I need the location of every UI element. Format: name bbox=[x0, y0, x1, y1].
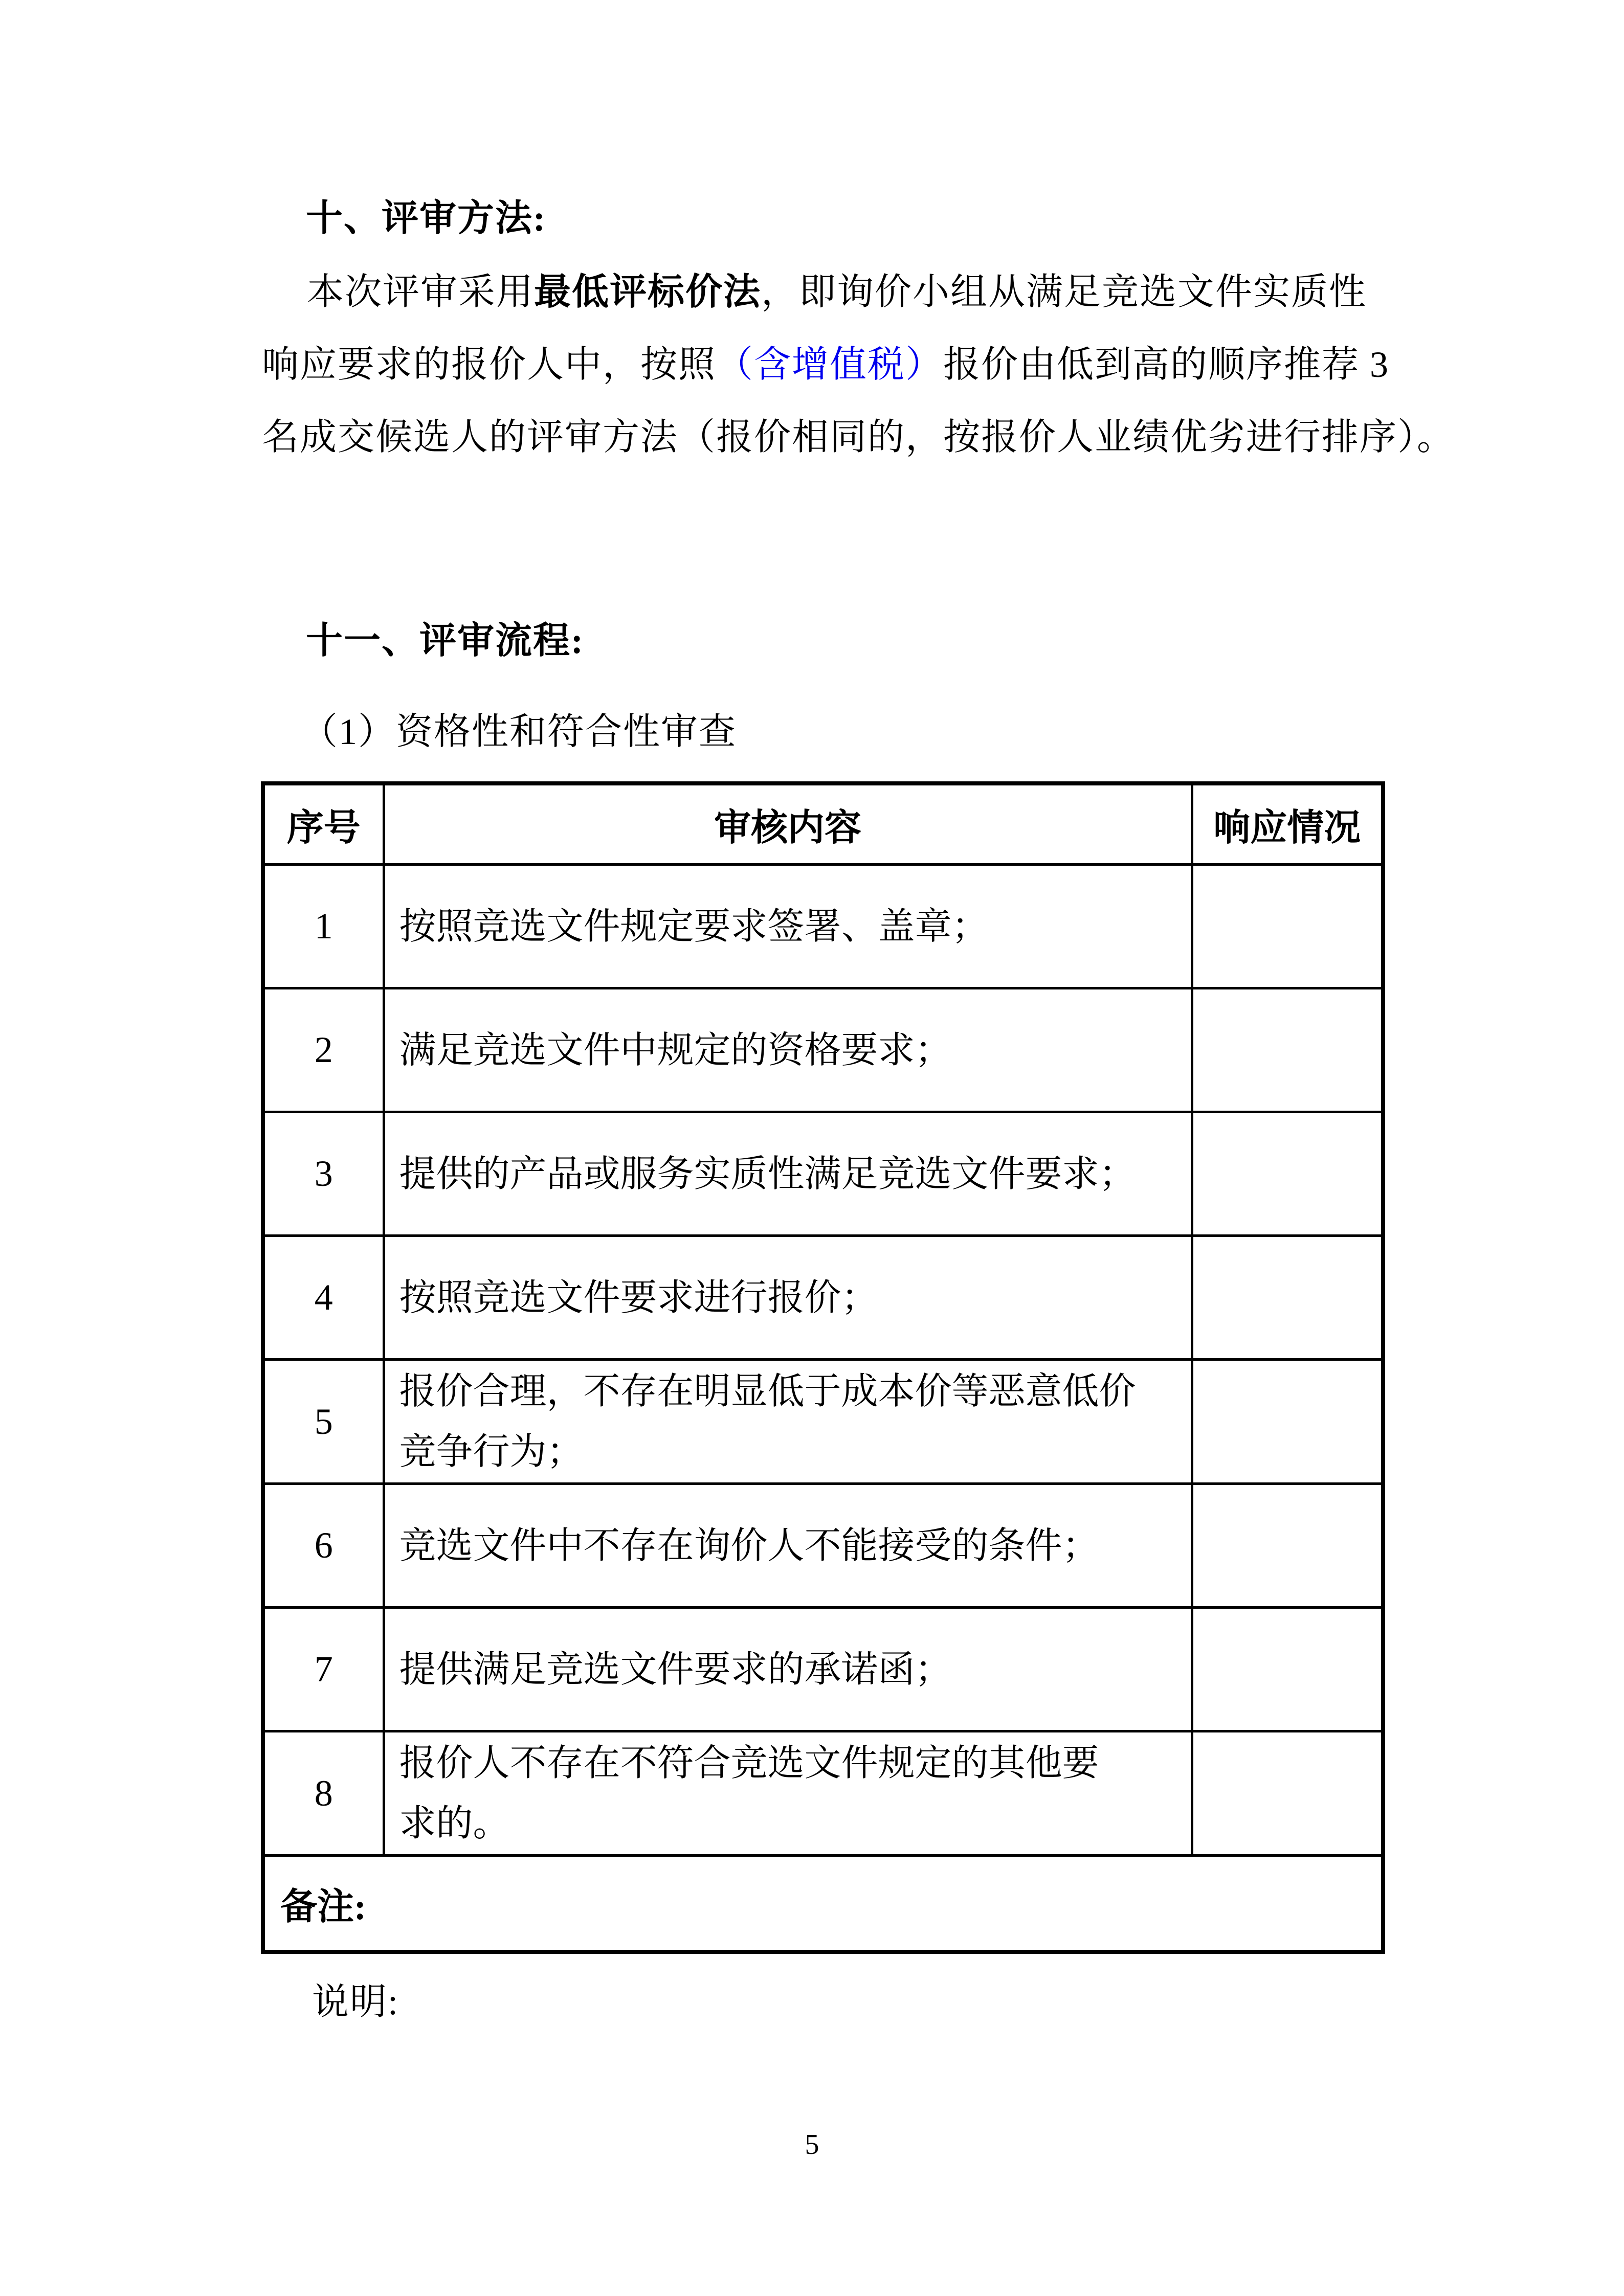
paragraph-line bbox=[262, 401, 1455, 474]
row-number-cell: 5 bbox=[263, 1360, 384, 1484]
content-line: 求的。 bbox=[399, 1803, 510, 1844]
content-line: 满足竞选文件中规定的资格要求； bbox=[399, 1029, 952, 1071]
table-row bbox=[263, 988, 1383, 1112]
row-content-cell bbox=[384, 988, 1192, 1112]
row-content-cell bbox=[384, 1236, 1192, 1360]
row-number-cell: 8 bbox=[263, 1731, 384, 1856]
text-run: 报价由低到高的顺序推荐 3 bbox=[943, 344, 1390, 385]
row-number-cell: 1 bbox=[263, 865, 384, 988]
page-number: 5 bbox=[805, 2129, 819, 2160]
tax-inclusive-highlight: （含增值税） bbox=[716, 344, 944, 385]
table-header-row bbox=[263, 783, 1383, 865]
row-response-cell bbox=[1192, 1731, 1383, 1856]
row-content-cell bbox=[384, 1484, 1192, 1608]
paragraph-line bbox=[262, 328, 1403, 401]
row-content-cell bbox=[384, 1360, 1192, 1484]
row-response-cell bbox=[1192, 1236, 1383, 1360]
row-number-cell: 7 bbox=[263, 1608, 384, 1731]
qualification-review-table bbox=[261, 781, 1385, 1954]
row-response-cell bbox=[1192, 1112, 1383, 1236]
content-line: 按照竞选文件要求进行报价； bbox=[399, 1277, 878, 1318]
remark-label: 备注: bbox=[280, 1886, 366, 1927]
table-row bbox=[263, 1608, 1383, 1731]
content-line: 提供满足竞选文件要求的承诺函； bbox=[399, 1649, 952, 1690]
table-row bbox=[263, 865, 1383, 988]
remark-row bbox=[263, 1856, 1383, 1952]
row-number-cell: 4 bbox=[263, 1236, 384, 1360]
row-response-cell bbox=[1192, 1484, 1383, 1608]
section-10-heading: 十、评审方法: bbox=[306, 198, 546, 239]
text-run: 本次评审采用 bbox=[307, 272, 535, 312]
row-number-cell: 6 bbox=[263, 1484, 384, 1608]
table-row bbox=[263, 1236, 1383, 1360]
table-row bbox=[263, 1731, 1383, 1856]
header-cell-seq: 序号 bbox=[263, 783, 384, 865]
row-response-cell bbox=[1192, 988, 1383, 1112]
review-table-body bbox=[263, 865, 1383, 1856]
header-cell-response: 响应情况 bbox=[1192, 783, 1383, 865]
evaluation-method-paragraph bbox=[262, 256, 1455, 474]
row-number-cell: 3 bbox=[263, 1112, 384, 1236]
header-cell-content: 审核内容 bbox=[384, 783, 1192, 865]
content-line: 提供的产品或服务实质性满足竞选文件要求； bbox=[399, 1153, 1136, 1195]
note-label: 说明: bbox=[312, 1982, 399, 2022]
content-line: 报价人不存在不符合竞选文件规定的其他要 bbox=[399, 1743, 1099, 1784]
content-line: 竞选文件中不存在询价人不能接受的条件； bbox=[399, 1525, 1099, 1566]
row-response-cell bbox=[1192, 1608, 1383, 1731]
table-row bbox=[263, 1360, 1383, 1484]
table-row bbox=[263, 1112, 1383, 1236]
text-run: 名成交候选人的评审方法（报价相同的，按报价人业绩优劣进行排序）。 bbox=[262, 417, 1455, 458]
subsection-1-heading: （1）资格性和符合性审查 bbox=[301, 711, 737, 752]
paragraph-line bbox=[262, 256, 1403, 328]
row-content-cell bbox=[384, 1731, 1192, 1856]
row-response-cell bbox=[1192, 865, 1383, 988]
row-response-cell bbox=[1192, 1360, 1383, 1484]
row-content-cell bbox=[384, 1112, 1192, 1236]
bold-text-run: 最低评标价法 bbox=[534, 272, 762, 312]
section-11-heading: 十一、评审流程: bbox=[306, 620, 584, 661]
row-content-cell bbox=[384, 865, 1192, 988]
content-line: 竞争行为； bbox=[399, 1431, 584, 1472]
remark-cell bbox=[263, 1856, 1383, 1952]
text-run: 响应要求的报价人中，按照 bbox=[262, 344, 717, 385]
row-content-cell bbox=[384, 1608, 1192, 1731]
text-run: ，即询价小组从满足竞选文件实质性 bbox=[761, 272, 1367, 312]
row-number-cell: 2 bbox=[263, 988, 384, 1112]
content-line: 报价合理，不存在明显低于成本价等恶意低价 bbox=[399, 1371, 1136, 1412]
table-row bbox=[263, 1484, 1383, 1608]
content-line: 按照竞选文件规定要求签署、盖章； bbox=[399, 906, 989, 947]
